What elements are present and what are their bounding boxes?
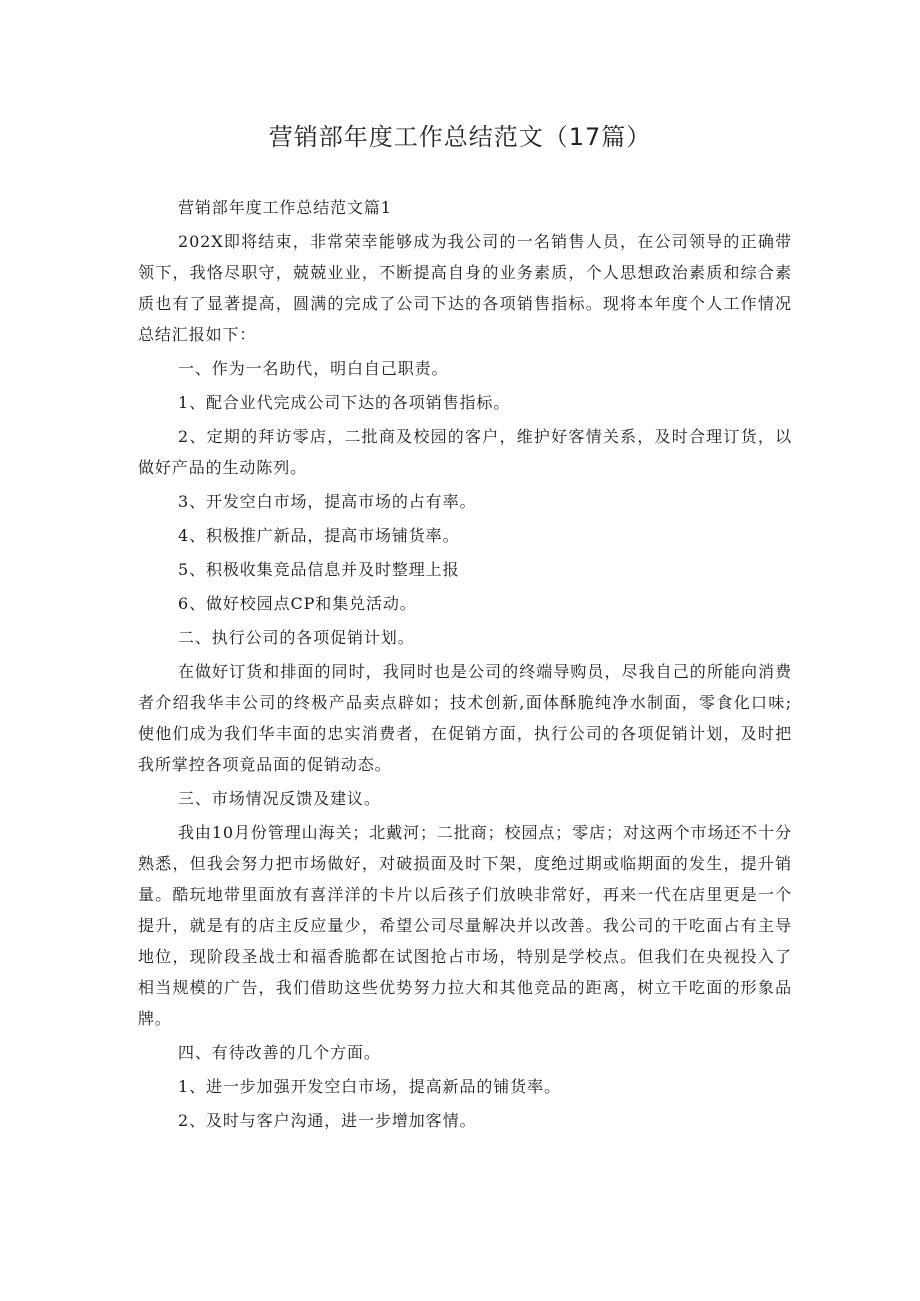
section-heading-4: 四、有待改善的几个方面。 xyxy=(178,1043,381,1062)
document-body xyxy=(138,192,792,1139)
section-heading-2: 二、执行公司的各项促销计划。 xyxy=(178,628,415,647)
list-item: 4、积极推广新品，提高市场铺货率。 xyxy=(178,526,460,545)
section-heading-3: 三、市场情况反馈及建议。 xyxy=(178,789,381,808)
document-title: 营销部年度工作总结范文（17篇） xyxy=(268,123,652,151)
list-item: 6、做好校园点CP和集兑活动。 xyxy=(178,594,417,613)
list-item: 1、进一步加强开发空白市场，提高新品的铺货率。 xyxy=(178,1077,561,1096)
list-item: 2、定期的拜访零店，二批商及校园的客户，维护好客情关系，及时合理订货，以做好产品的生动陈列。 xyxy=(138,427,792,477)
list-item: 2、及时与客户沟通，进一步增加客情。 xyxy=(178,1111,477,1130)
list-item: 1、配合业代完成公司下达的各项销售指标。 xyxy=(178,393,511,412)
section-heading-1: 一、作为一名助代，明白自己职责。 xyxy=(178,359,449,378)
body-paragraph: 我由10月份管理山海关；北戴河；二批商；校园点；零店；对这两个市场还不十分熟悉，但我会努力把市场做好，对破损面及时下架，度绝过期或临期面的发生，提升销量。酷玩地带里面放有喜洋洋的卡片以后孩子们放映非常好，再来一代在店里更是一个提升，就是有的店主反应量少，希望公司尽量解决并以改善。我公司的干吃面占有主导地位，现阶段圣战士和福香脆都在试图抢占市场，特别是学校点。但我们在央视投入了相当规模的广告，我们借助这些优势努力拉大和其他竞品的距离，树立干吃面的形象品牌。 xyxy=(138,823,792,1028)
section-heading-article-1: 营销部年度工作总结范文篇1 xyxy=(178,198,392,217)
intro-paragraph: 202X即将结束，非常荣幸能够成为我公司的一名销售人员，在公司领导的正确带领下，我恪尽职守，兢兢业业，不断提高自身的业务素质，个人思想政治素质和综合素质也有了显著提高，圆满的完成了公司下达的各项销售指标。现将本年度个人工作情况总结汇报如下： xyxy=(138,232,792,344)
list-item: 3、开发空白市场，提高市场的占有率。 xyxy=(178,492,477,511)
list-item: 5、积极收集竞品信息并及时整理上报 xyxy=(178,560,460,579)
body-paragraph: 在做好订货和排面的同时，我同时也是公司的终端导购员，尽我自己的所能向消费者介绍我华丰公司的终极产品卖点辟如；技术创新,面体酥脆纯净水制面，零食化口味;使他们成为我们华丰面的忠实消费者，在促销方面，执行公司的各项促销计划，及时把我所掌控各项竟品面的促销动态。 xyxy=(138,662,792,774)
